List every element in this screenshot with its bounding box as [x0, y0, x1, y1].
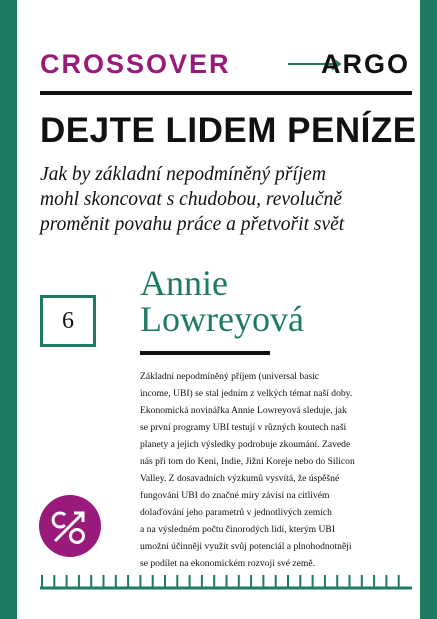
blurb-line: nás při tom do Keni, Indie, Jižní Koreje nebo do Silicon	[140, 456, 355, 467]
right-green-bar	[420, 0, 437, 619]
author-name	[140, 265, 410, 337]
subtitle-line: proměnit povahu práce a přetvořit svět	[40, 214, 345, 235]
volume-number: 6	[40, 295, 96, 347]
subtitle-line: Jak by základní nepodmíněný příjem	[40, 164, 326, 185]
author-first-name: Annie	[140, 263, 228, 303]
blurb-line: se podílet na ekonomickém rozvoji své země.	[140, 558, 316, 569]
bottom-tick-rule	[40, 570, 412, 590]
blurb-line: Základní nepodmíněný příjem (universal basic	[140, 371, 320, 382]
series-name: CROSSOVER	[40, 49, 231, 79]
blurb-line: se první programy UBI testují v různých koutech naší	[140, 422, 347, 433]
blurb-line: umožní účinněji využít svůj potenciál a plnohodnotněji	[140, 541, 352, 552]
blurb-line: Valley. Z dosavadních výzkumů vysvítá, že úspěšné	[140, 473, 340, 484]
blurb-text	[140, 368, 412, 572]
blurb-line: Ekonomická novinářka Annie Lowreyová sleduje, jak	[140, 405, 347, 416]
publisher-name: ARGO	[321, 49, 410, 79]
blurb-line: a na výsledném počtu činorodých lidí, kterým UBI	[140, 524, 336, 535]
blurb-line: planety a jejich výsledky podrobuje zkoumání. Zavede	[140, 439, 351, 450]
author-divider	[140, 351, 270, 355]
series-header	[40, 48, 412, 80]
book-subtitle	[40, 162, 412, 237]
subtitle-line: mohl skoncovat s chudobou, revolučně	[40, 189, 342, 210]
blurb-line: dolaďování jeho parametrů v jednotlivých zemích	[140, 507, 332, 518]
left-green-bar	[0, 0, 17, 619]
blurb-line: fungování UBI do značné míry závisí na citlivém	[140, 490, 330, 501]
book-title: DEJTE LIDEM PENÍZE	[40, 111, 417, 150]
author-last-name: Lowreyová	[140, 299, 304, 339]
blurb-line: income, UBI) se stal jedním z velkých témat naší doby.	[140, 388, 353, 399]
top-divider	[40, 91, 412, 95]
co-logo-icon	[38, 494, 102, 558]
